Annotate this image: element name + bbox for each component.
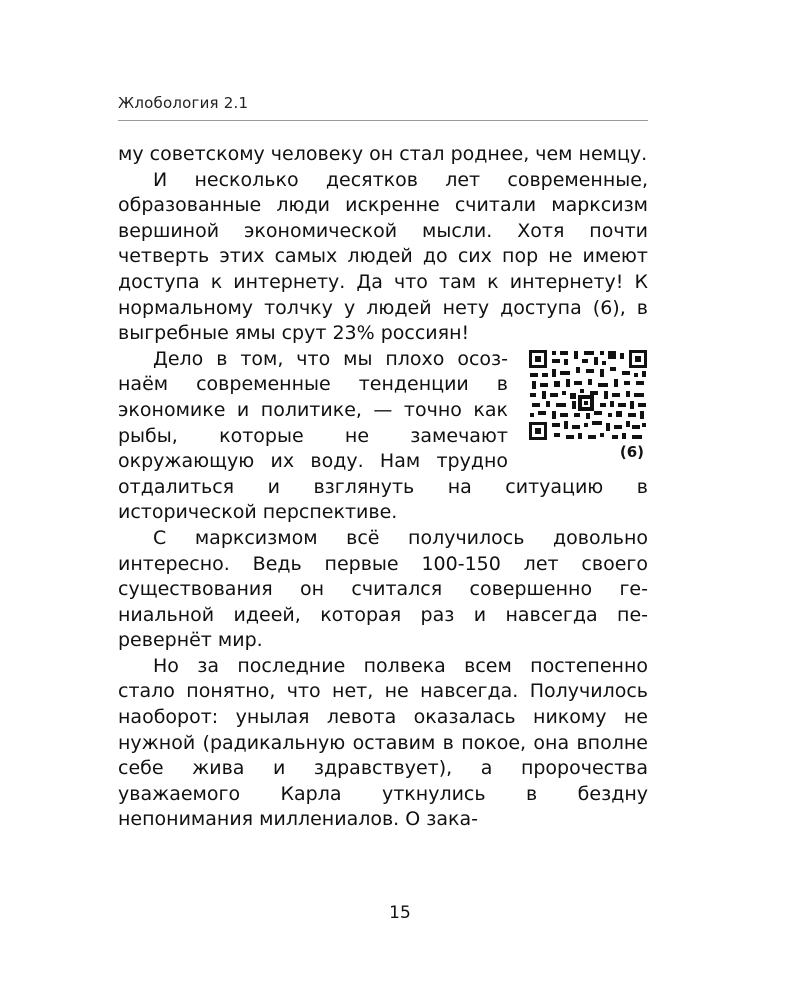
qr-figure bbox=[518, 349, 648, 463]
paragraph: И несколько десятков лет современные, образованные люди искренне считали марксизм вершиной экономической мысли. Хотя почти четверть этих самых людей до сих пор не имеют доступа к интернету. Да что там к интернету! К нормальному толчку у людей нету доступа (6), в выгребные ямы срут 23% россиян! bbox=[118, 168, 648, 345]
paragraph: С марксизмом всё получилось довольно интересно. Ведь первые 100-150 лет своего существования он считался совершенно гениальной идеей, которая раз и навсегда перевернёт мир. bbox=[118, 526, 648, 652]
paragraph-text: Дело в том, что мы плохо осознаём современные тенденции в экономике и политике, — точно как рыбы, которые не замечают окружающую их воду. Нам трудно отдалиться и взглянуть на ситуацию в исторической перспективе. bbox=[118, 347, 648, 524]
qr-code-icon[interactable] bbox=[528, 349, 648, 441]
header-divider bbox=[118, 120, 648, 121]
paragraph: Но за последние полвека всем постепенно стало понятно, что нет, не навсегда. Получилось наоборот: унылая левота оказалась никому не нужной (радикальную оставим в покое, она вполне себе жива и здравствует), а пророчества уважаемого Карла уткнулись в бездну непонимания миллениалов. О зака- bbox=[118, 654, 648, 831]
running-head-title: Жлобология 2.1 bbox=[118, 94, 249, 112]
paragraph-with-qr bbox=[118, 347, 648, 526]
qr-caption: (6) bbox=[619, 442, 644, 461]
body-text bbox=[118, 142, 648, 833]
paragraph: му советскому человеку он стал роднее, чем немцу. bbox=[118, 143, 648, 165]
page-number: 15 bbox=[389, 903, 411, 923]
